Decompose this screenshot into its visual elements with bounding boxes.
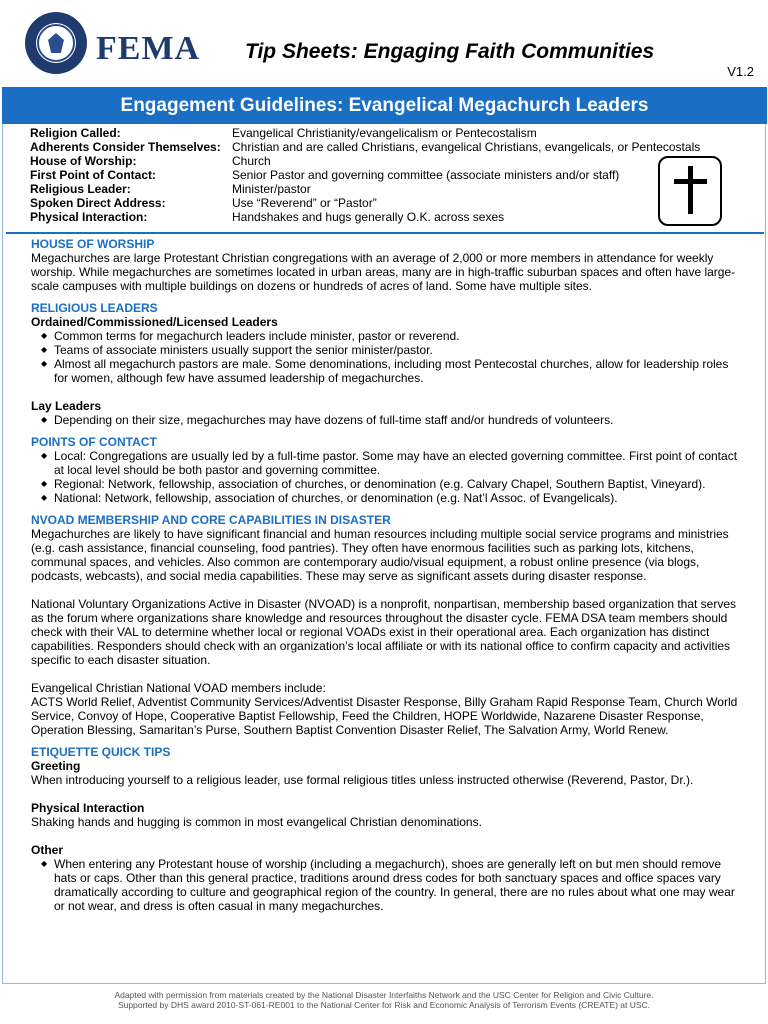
nvoad-members-intro: Evangelical Christian National VOAD members include:	[31, 681, 326, 695]
page-header	[0, 0, 768, 88]
house-of-worship-text: Megachurches are large Protestant Christian congregations with an average of 2,000 or more members in attendance for weekly worship. While megachurches are sometimes located in urban areas, many are in high-traffic suburban spaces and often have large-scale campuses with multiple buildings on dozens or hundreds of acres of land. Some have multiple sites.	[31, 251, 736, 293]
info-label: Spoken Direct Address:	[30, 196, 166, 210]
ordained-list	[41, 329, 741, 385]
list-item: ◆ Local: Congregations are usually led by a full-time pastor. Some may have an elected governing committee. First point of contact at local level should be both pastor and governing committee.	[41, 449, 741, 477]
points-of-contact-list	[41, 449, 741, 505]
info-value: Evangelical Christianity/evangelicalism or Pentecostalism	[232, 126, 537, 140]
info-row	[30, 196, 700, 210]
section-title-religious-leaders: RELIGIOUS LEADERS	[31, 301, 158, 315]
info-row	[30, 182, 700, 196]
list-item: ◆ Teams of associate ministers usually support the senior minister/pastor.	[41, 343, 741, 357]
section-title-nvoad: NVOAD MEMBERSHIP AND CORE CAPABILITIES IN DISASTER	[31, 513, 391, 527]
list-item: ◆ Depending on their size, megachurches may have dozens of full-time staff and/or hundreds of volunteers.	[41, 413, 741, 427]
section-title-etiquette: ETIQUETTE QUICK TIPS	[31, 745, 171, 759]
info-label: House of Worship:	[30, 154, 137, 168]
info-row	[30, 126, 700, 140]
fema-logo: FEMA	[96, 30, 201, 67]
info-label: First Point of Contact:	[30, 168, 156, 182]
nvoad-members-list: ACTS World Relief, Adventist Community Services/Adventist Disaster Response, Billy Graham Rapid Response Team, Church World Service, Convoy of Hope, Cooperative Baptist Fellowship, Feed the Children, HOPE Worldwide, Nazarene Disaster Response, Operation Blessing, Samaritan’s Purse, Southern Baptist Convention Disaster Relief, The Salvation Army, World Renew.	[31, 695, 738, 737]
info-label: Religion Called:	[30, 126, 121, 140]
subsection-title-other: Other	[31, 843, 64, 857]
info-value: Christian and are called Christians, evangelical Christians, evangelicals, or Pentecostals	[232, 140, 701, 154]
dhs-seal-icon	[25, 12, 87, 74]
info-label: Physical Interaction:	[30, 210, 148, 224]
info-row	[30, 154, 700, 168]
info-value: Church	[232, 154, 271, 168]
info-table	[30, 126, 700, 224]
info-value: Senior Pastor and governing committee (associate ministers and/or staff)	[232, 168, 620, 182]
nvoad-paragraph: Megachurches are likely to have significant financial and human resources including multiple social service programs and ministries (e.g. cash assistance, financial counseling, food pantries). They often have enormous facilities such as parking lots, kitchens, communal spaces, and vehicles. Also common are contemporary audio/visual equipment, a robust online presence (via blogs, podcasts, webcasts), and social media capabilities. These may serve as significant assets during disaster response.	[31, 527, 729, 583]
info-label: Religious Leader:	[30, 182, 131, 196]
physical-interaction-text: Shaking hands and hugging is common in most evangelical Christian denominations.	[31, 815, 482, 829]
lay-leaders-list	[41, 413, 741, 427]
info-value: Use “Reverend” or “Pastor”	[232, 196, 377, 210]
info-row	[30, 168, 700, 182]
section-divider	[6, 232, 764, 234]
footer-line: Supported by DHS award 2010-ST-061-RE001 to the National Center for Risk and Economic Analysis of Terrorism Events (CREATE) at USC.	[117, 1000, 651, 1010]
subsection-title-ordained: Ordained/Commissioned/Licensed Leaders	[31, 315, 278, 329]
info-row	[30, 210, 700, 224]
list-item: ◆ Almost all megachurch pastors are male. Some denominations, including most Pentecostal churches, allow for leadership roles for women, although few have assumed leadership of megachurches.	[41, 357, 741, 385]
subsection-title-physical-interaction: Physical Interaction	[31, 801, 145, 815]
info-row	[30, 140, 700, 154]
info-value: Handshakes and hugs generally O.K. across sexes	[232, 210, 505, 224]
cross-icon	[658, 156, 722, 226]
banner-title: Engagement Guidelines: Evangelical Megachurch Leaders	[120, 95, 649, 116]
section-title-points-of-contact: POINTS OF CONTACT	[31, 435, 157, 449]
list-item: ◆ Common terms for megachurch leaders include minister, pastor or reverend.	[41, 329, 741, 343]
list-item: ◆ When entering any Protestant house of worship (including a megachurch), shoes are generally left on but men should remove hats or caps. Other than this general practice, traditions around dress codes for both sanctuary spaces and office spaces vary dramatically according to culture and geographical region of the country. In general, there are no rules about what one may wear or not wear, and dress is often casual in many megachurches.	[41, 857, 741, 913]
guidelines-content	[31, 237, 741, 913]
subsection-title-greeting: Greeting	[31, 759, 81, 773]
nvoad-paragraph: National Voluntary Organizations Active in Disaster (NVOAD) is a nonprofit, nonpartisan, membership based organization that serves as the forum where organizations share knowledge and resources throughout the disaster cycle. FEMA DSA team members should check with their VAL to determine whether local or regional VOADs exist in their operational area. Each organization has distinct capabilities. Responders should check with an organization’s local affiliate or with its national office to confirm capacity and activities specific to each disaster situation.	[31, 597, 737, 667]
footer-line: Adapted with permission from materials created by the National Disaster Interfaiths Network and the USC Center for Religion and Civic Culture.	[114, 990, 654, 1000]
other-list	[41, 857, 741, 913]
list-item: ◆ Regional: Network, fellowship, association of churches, or denomination (e.g. Calvary Chapel, Southern Baptist, Vineyard).	[41, 477, 741, 491]
info-label: Adherents Consider Themselves:	[30, 140, 221, 154]
page-footer	[0, 990, 768, 1010]
document-title: Tip Sheets: Engaging Faith Communities	[245, 40, 655, 63]
section-title-house-of-worship: HOUSE OF WORSHIP	[31, 237, 155, 251]
title-banner	[2, 87, 767, 124]
info-value: Minister/pastor	[232, 182, 311, 196]
greeting-text: When introducing yourself to a religious leader, use formal religious titles unless instructed otherwise (Reverend, Pastor, Dr.).	[31, 773, 694, 787]
list-item: ◆ National: Network, fellowship, association of churches, or denomination (e.g. Nat’l Assoc. of Evangelicals).	[41, 491, 741, 505]
version-label: V1.2	[727, 64, 754, 79]
subsection-title-lay-leaders: Lay Leaders	[31, 399, 102, 413]
